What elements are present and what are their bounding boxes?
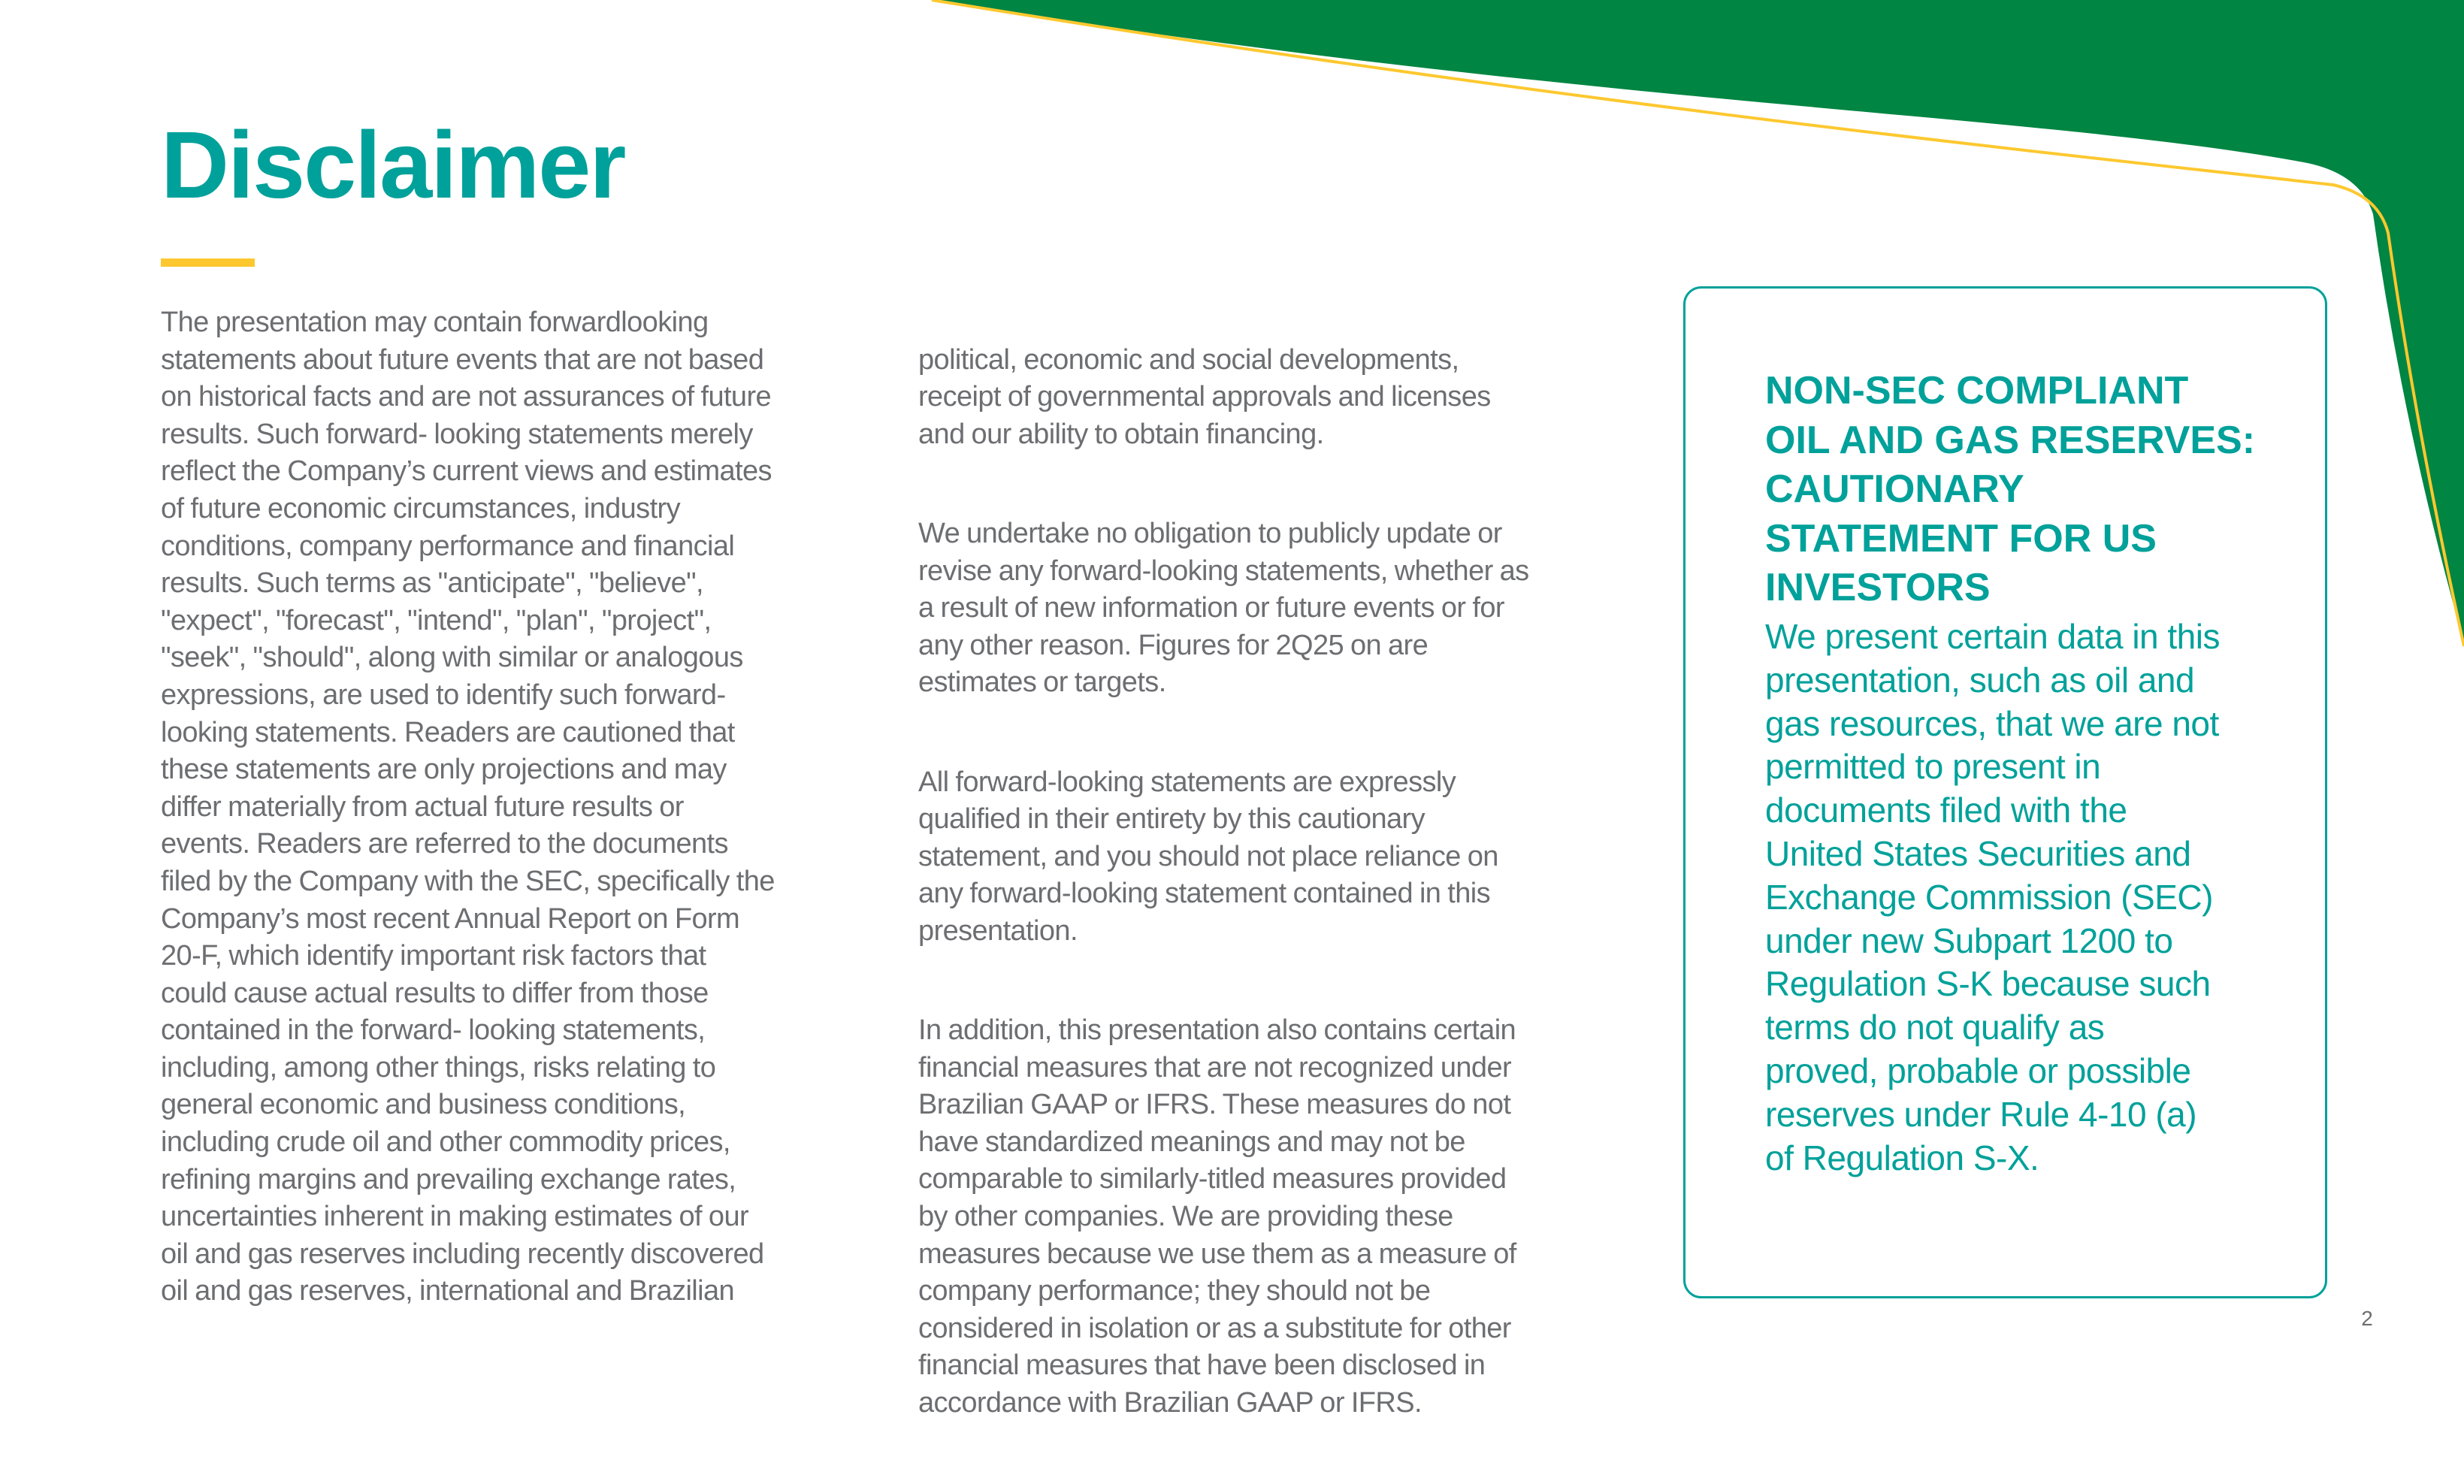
disclaimer-left-column: The presentation may contain forwardlooking statements about future events that are not based on historical facts and are not assurances of future results. Such forward- looking statements merely reflect the Company’s current views and estimates of future economic circumstances, industry conditions, company performance and financial results. Such terms as "anticipate", "believe", "expect", "forecast", "intend", "plan", "project", "seek", "should", along with similar or analogous expressions, are used to identify such forward- looking statements. Readers are cautioned that these statements are only projections and may differ materially from actual future results or events. Readers are referred to the documents filed by the Company with the SEC, specifically the Company’s most recent Annual Report on Form 20-F, which identify important risk factors that could cause actual results to differ from those contained in the forward- looking statements, including, among other things, risks relating to general economic and business conditions, including crude oil and other commodity prices, refining margins and prevailing exchange rates, uncertainties inherent in making estimates of our oil and gas reserves including recently discovered oil and gas reserves, international and Brazilian: [161, 307, 775, 1307]
callout-body: We present certain data in this presentation, such as oil and gas resources, that we are not permitted to present in documents filed with the United States Securities and Exchange Commission (SEC) under new Subpart 1200 to Regulation S-K because such terms do not qualify as proved, probable or possible reserves under Rule 4-10 (a) of Regulation S-X.: [1765, 617, 2220, 1177]
title-underline: [161, 258, 255, 267]
disclaimer-middle-column: [918, 304, 1640, 1484]
callout-heading: NON-SEC COMPLIANT OIL AND GAS RESERVES: CAUTIONARY STATEMENT FOR US INVESTORS: [1765, 369, 2256, 609]
paragraph: All forward-looking statements are expressly qualified in their entirety by this cautionary statement, and you should not place reliance on any forward-looking statement contained in this presentation.: [918, 766, 1498, 947]
paragraph: political, economic and social developments, receipt of governmental approvals and licenses and our ability to obtain financing.: [918, 343, 1491, 450]
paragraph: In addition, this presentation also contains certain financial measures that are not recognized under Brazilian GAAP or IFRS. These measures do not have standardized meanings and may not be comparable to similarly-titled measures provided by other companies. We are providing these measures because we use them as a measure of company performance; they should not be considered in isolation or as a substitute for other financial measures that have been disclosed in accordance with Brazilian GAAP or IFRS.: [918, 1014, 1516, 1419]
page-number: 2: [2361, 1307, 2373, 1330]
page-title: Disclaimer: [161, 112, 625, 218]
paragraph: We undertake no obligation to publicly update or revise any forward-looking statements, whether as a result of new information or future events or for any other reason. Figures for 2Q25 on are estimates or targets.: [918, 517, 1529, 699]
